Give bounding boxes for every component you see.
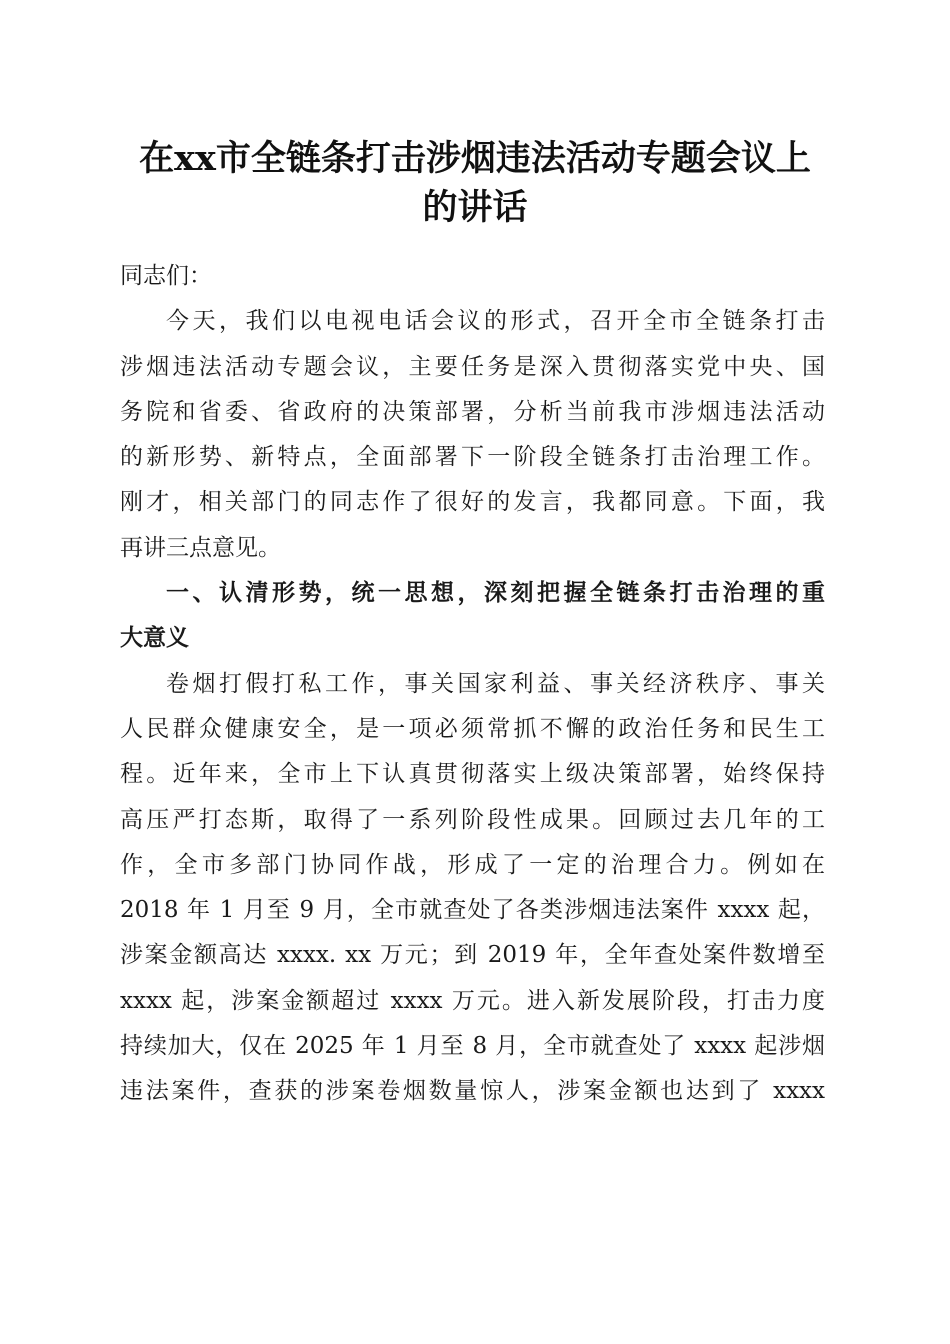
document-body	[120, 254, 825, 1115]
text-line: 刚才，相关部门的同志作了很好的发言，我都同意。下面，我	[120, 489, 825, 516]
title-line: 的讲话	[422, 187, 528, 228]
text-line: xxxx 起，涉案金额超过 xxxx 万元。进入新发展阶段，打击力度	[120, 987, 825, 1014]
text-line: 违法案件，查获的涉案卷烟数量惊人，涉案金额也达到了 xxxx	[120, 1078, 825, 1105]
paragraph-opening	[120, 299, 825, 571]
section-heading-1	[120, 571, 825, 662]
paragraph-section-1	[120, 662, 825, 1115]
text-line: 卷烟打假打私工作，事关国家利益、事关经济秩序、事关	[166, 670, 825, 697]
document-title	[110, 134, 840, 232]
text-line: 今天，我们以电视电话会议的形式，召开全市全链条打击	[166, 308, 825, 335]
text-line: 持续加大，仅在 2025 年 1 月至 8 月，全市就查处了 xxxx 起涉烟	[120, 1033, 825, 1060]
title-line: 在xx市全链条打击涉烟违法活动专题会议上	[139, 138, 811, 179]
text-line: 再讲三点意见。	[120, 534, 281, 561]
text-line: 的新形势、新特点，全面部署下一阶段全链条打击治理工作。	[120, 444, 825, 471]
text-line: 2018 年 1 月至 9 月，全市就查处了各类涉烟违法案件 xxxx 起，	[120, 897, 825, 924]
text-line: 人民群众健康安全，是一项必须常抓不懈的政治任务和民生工	[120, 715, 825, 742]
text-line: 作，全市多部门协同作战，形成了一定的治理合力。例如在	[120, 851, 825, 878]
heading-line: 一、认清形势，统一思想，深刻把握全链条打击治理的重	[166, 580, 825, 607]
text-line: 高压严打态斯，取得了一系列阶段性成果。回顾过去几年的工	[120, 806, 825, 833]
text-line: 务院和省委、省政府的决策部署，分析当前我市涉烟违法活动	[120, 398, 825, 425]
text-line: 涉案金额高达 xxxx. xx 万元；到 2019 年，全年查处案件数增至	[120, 942, 825, 969]
heading-line: 大意义	[120, 625, 189, 652]
salutation: 同志们：	[120, 263, 212, 289]
text-line: 涉烟违法活动专题会议，主要任务是深入贯彻落实党中央、国	[120, 353, 825, 380]
text-line: 程。近年来，全市上下认真贯彻落实上级决策部署，始终保持	[120, 761, 825, 788]
